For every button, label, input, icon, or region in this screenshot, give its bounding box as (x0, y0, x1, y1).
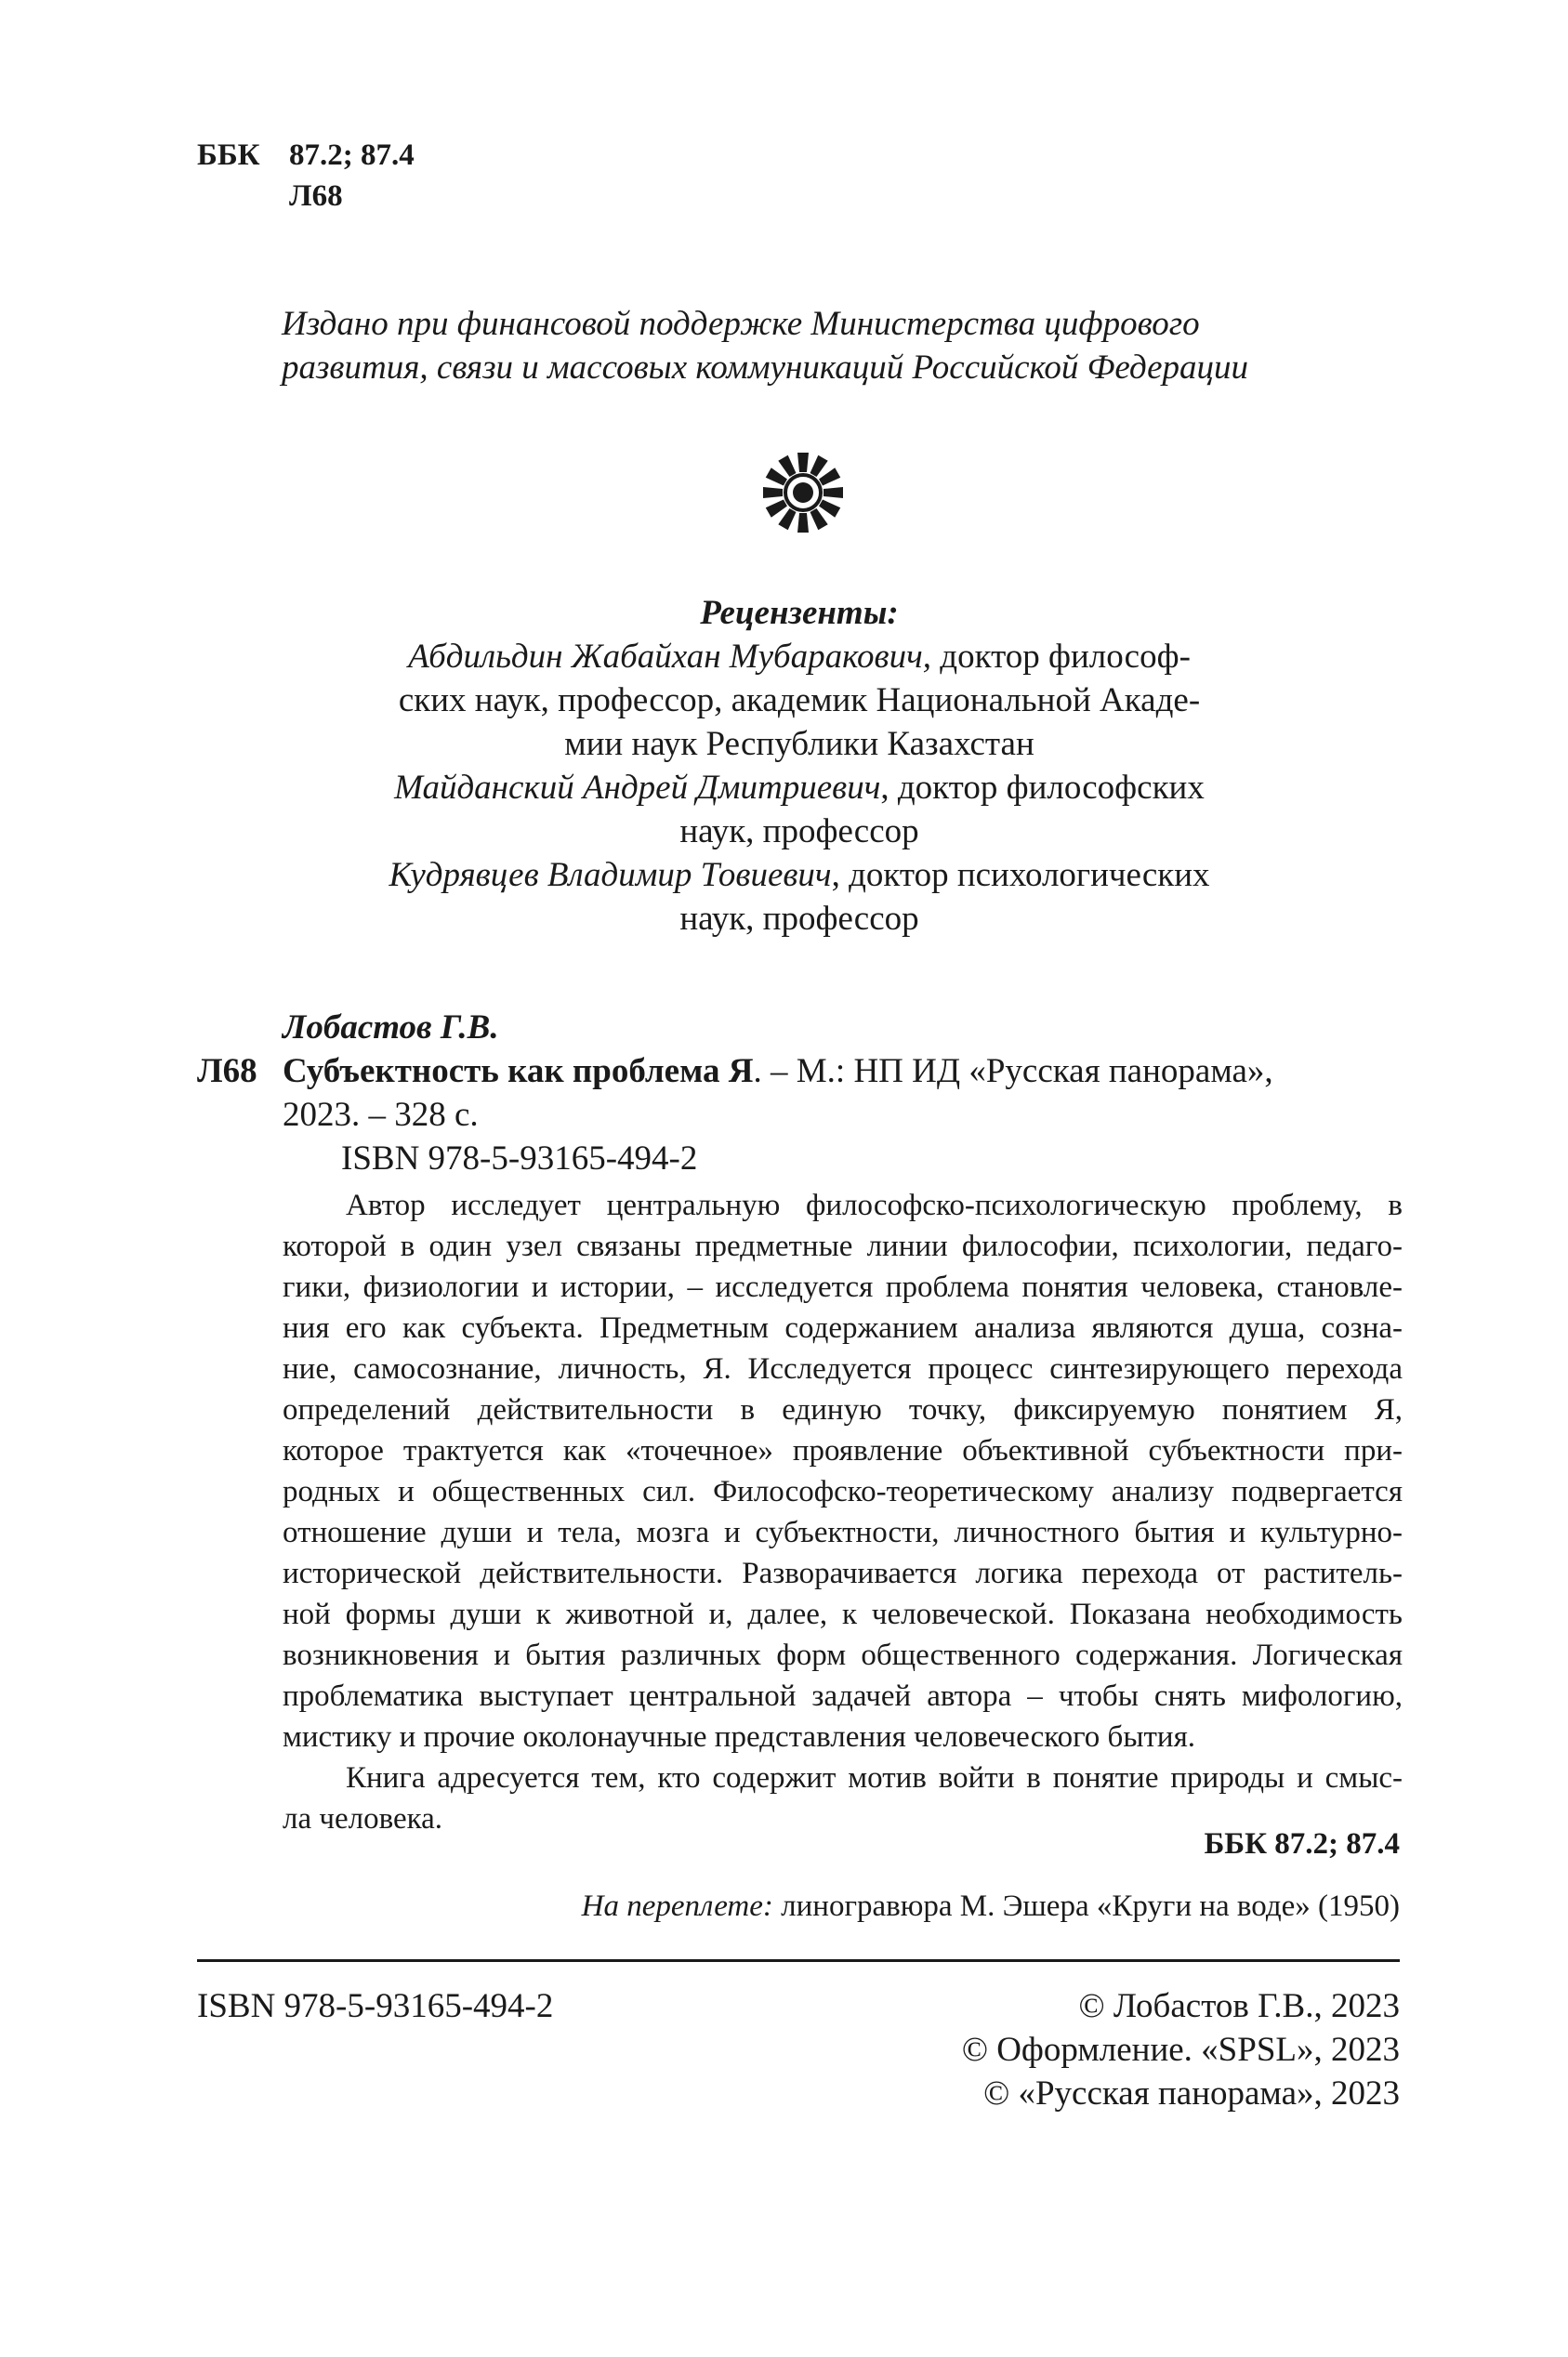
abstract-line: ние, самосознание, личность, Я. Исследуется процесс синтезирующего перехода (283, 1352, 1403, 1386)
reviewer-entry: Абдильдин Жабайхан Мубаракович, доктор философ- ских наук, профессор, академик Национальной Акаде- мии наук Республики Казахстан (398, 638, 1201, 763)
catalog-title: Субъектность как проблема Я (283, 1052, 754, 1090)
funding-note (282, 302, 1351, 389)
abstract (283, 1185, 1403, 1839)
bbk-label: ББК (197, 138, 260, 172)
funding-line-1: Издано при финансовой поддержке Министерства цифрового (282, 305, 1200, 343)
author-mark: Л68 (289, 179, 343, 213)
abstract-line: Автор исследует центральную философско-психологическую проблему, в (346, 1189, 1403, 1222)
reviewer-name: Кудрявцев Владимир Товиевич (389, 856, 832, 894)
catalog-record (197, 1006, 1405, 1180)
funding-line-2: развития, связи и массовых коммуникаций Российской Федерации (282, 349, 1249, 387)
catalog-author: Лобастов Г.В. (283, 1008, 499, 1047)
abstract-line: Книга адресуется тем, кто содержит мотив войти в понятие природы и смыс- (346, 1761, 1403, 1795)
catalog-isbn: ISBN 978-5-93165-494-2 (341, 1139, 698, 1178)
abstract-line: ния его как субъекта. Предметным содержанием анализа являются душа, созна- (283, 1311, 1403, 1345)
abstract-line: возникновения и бытия различных форм общественного содержания. Логическая (283, 1639, 1403, 1672)
copyright-line: © Лобастов Г.В., 2023 (1078, 1987, 1400, 2025)
catalog-imprint-line2: 2023. – 328 с. (283, 1096, 479, 1134)
divider (197, 1959, 1400, 1962)
abstract-line: которое трактуется как «точечное» проявление объективной субъектности при- (283, 1434, 1403, 1468)
copyright-line: © Оформление. «SPSL», 2023 (961, 2031, 1400, 2069)
abstract-line: отношение души и тела, мозга и субъектности, личностного бытия и культурно- (283, 1516, 1403, 1549)
abstract-line: проблематика выступает центральной задачей автора – чтобы снять мифологию, (283, 1679, 1403, 1713)
reviewers-heading: Рецензенты: (700, 594, 899, 632)
reviewer-name: Абдильдин Жабайхан Мубаракович, (408, 638, 932, 676)
abstract-line: родных и общественных сил. Философско-теоретическому анализу подвергается (283, 1475, 1403, 1508)
abstract-line: которой в один узел связаны предметные линии философии, психологии, педаго- (283, 1230, 1403, 1263)
isbn-bottom: ISBN 978-5-93165-494-2 (197, 1987, 554, 2025)
copyright-line: © «Русская панорама», 2023 (983, 2074, 1400, 2113)
abstract-line: гики, физиологии и истории, – исследуется проблема понятия человека, становле- (283, 1271, 1403, 1304)
bbk-header (197, 135, 415, 217)
cover-note-label: На переплете: (581, 1890, 773, 1923)
cover-note (582, 1886, 1400, 1927)
catalog-imprint: . – М.: НП ИД «Русская панорама», (753, 1052, 1273, 1090)
reviewer-name: Майданский Андрей Дмитриевич (394, 769, 881, 807)
abstract-paragraph-1 (283, 1185, 1403, 1758)
abstract-line: мистику и прочие околонаучные представления человеческого бытия. (283, 1720, 1196, 1754)
abstract-line: ной формы души к животной и, далее, к человеческой. Показана необходимость (283, 1598, 1403, 1631)
abstract-line: исторической действительности. Разворачивается логика перехода от раститель- (283, 1557, 1403, 1590)
bbk-footer: ББК 87.2; 87.4 (1204, 1827, 1400, 1861)
abstract-line: ла человека. (283, 1802, 443, 1836)
abstract-line: определений действительности в единую точку, фиксируемую понятием Я, (283, 1393, 1403, 1427)
reviewer-entry: Майданский Андрей Дмитриевич, доктор философских наук, профессор (394, 769, 1205, 850)
reviewers-block (367, 591, 1232, 941)
reviewer-entry: Кудрявцев Владимир Товиевич, доктор психологических наук, профессор (389, 856, 1210, 938)
copyright-block (962, 1984, 1400, 2115)
bbk-codes: 87.2; 87.4 (289, 138, 415, 172)
publisher-sun-emblem-icon (761, 451, 845, 534)
catalog-code: Л68 (197, 1052, 257, 1090)
cover-note-text: линогравюра М. Эшера «Круги на воде» (1950) (772, 1890, 1400, 1923)
